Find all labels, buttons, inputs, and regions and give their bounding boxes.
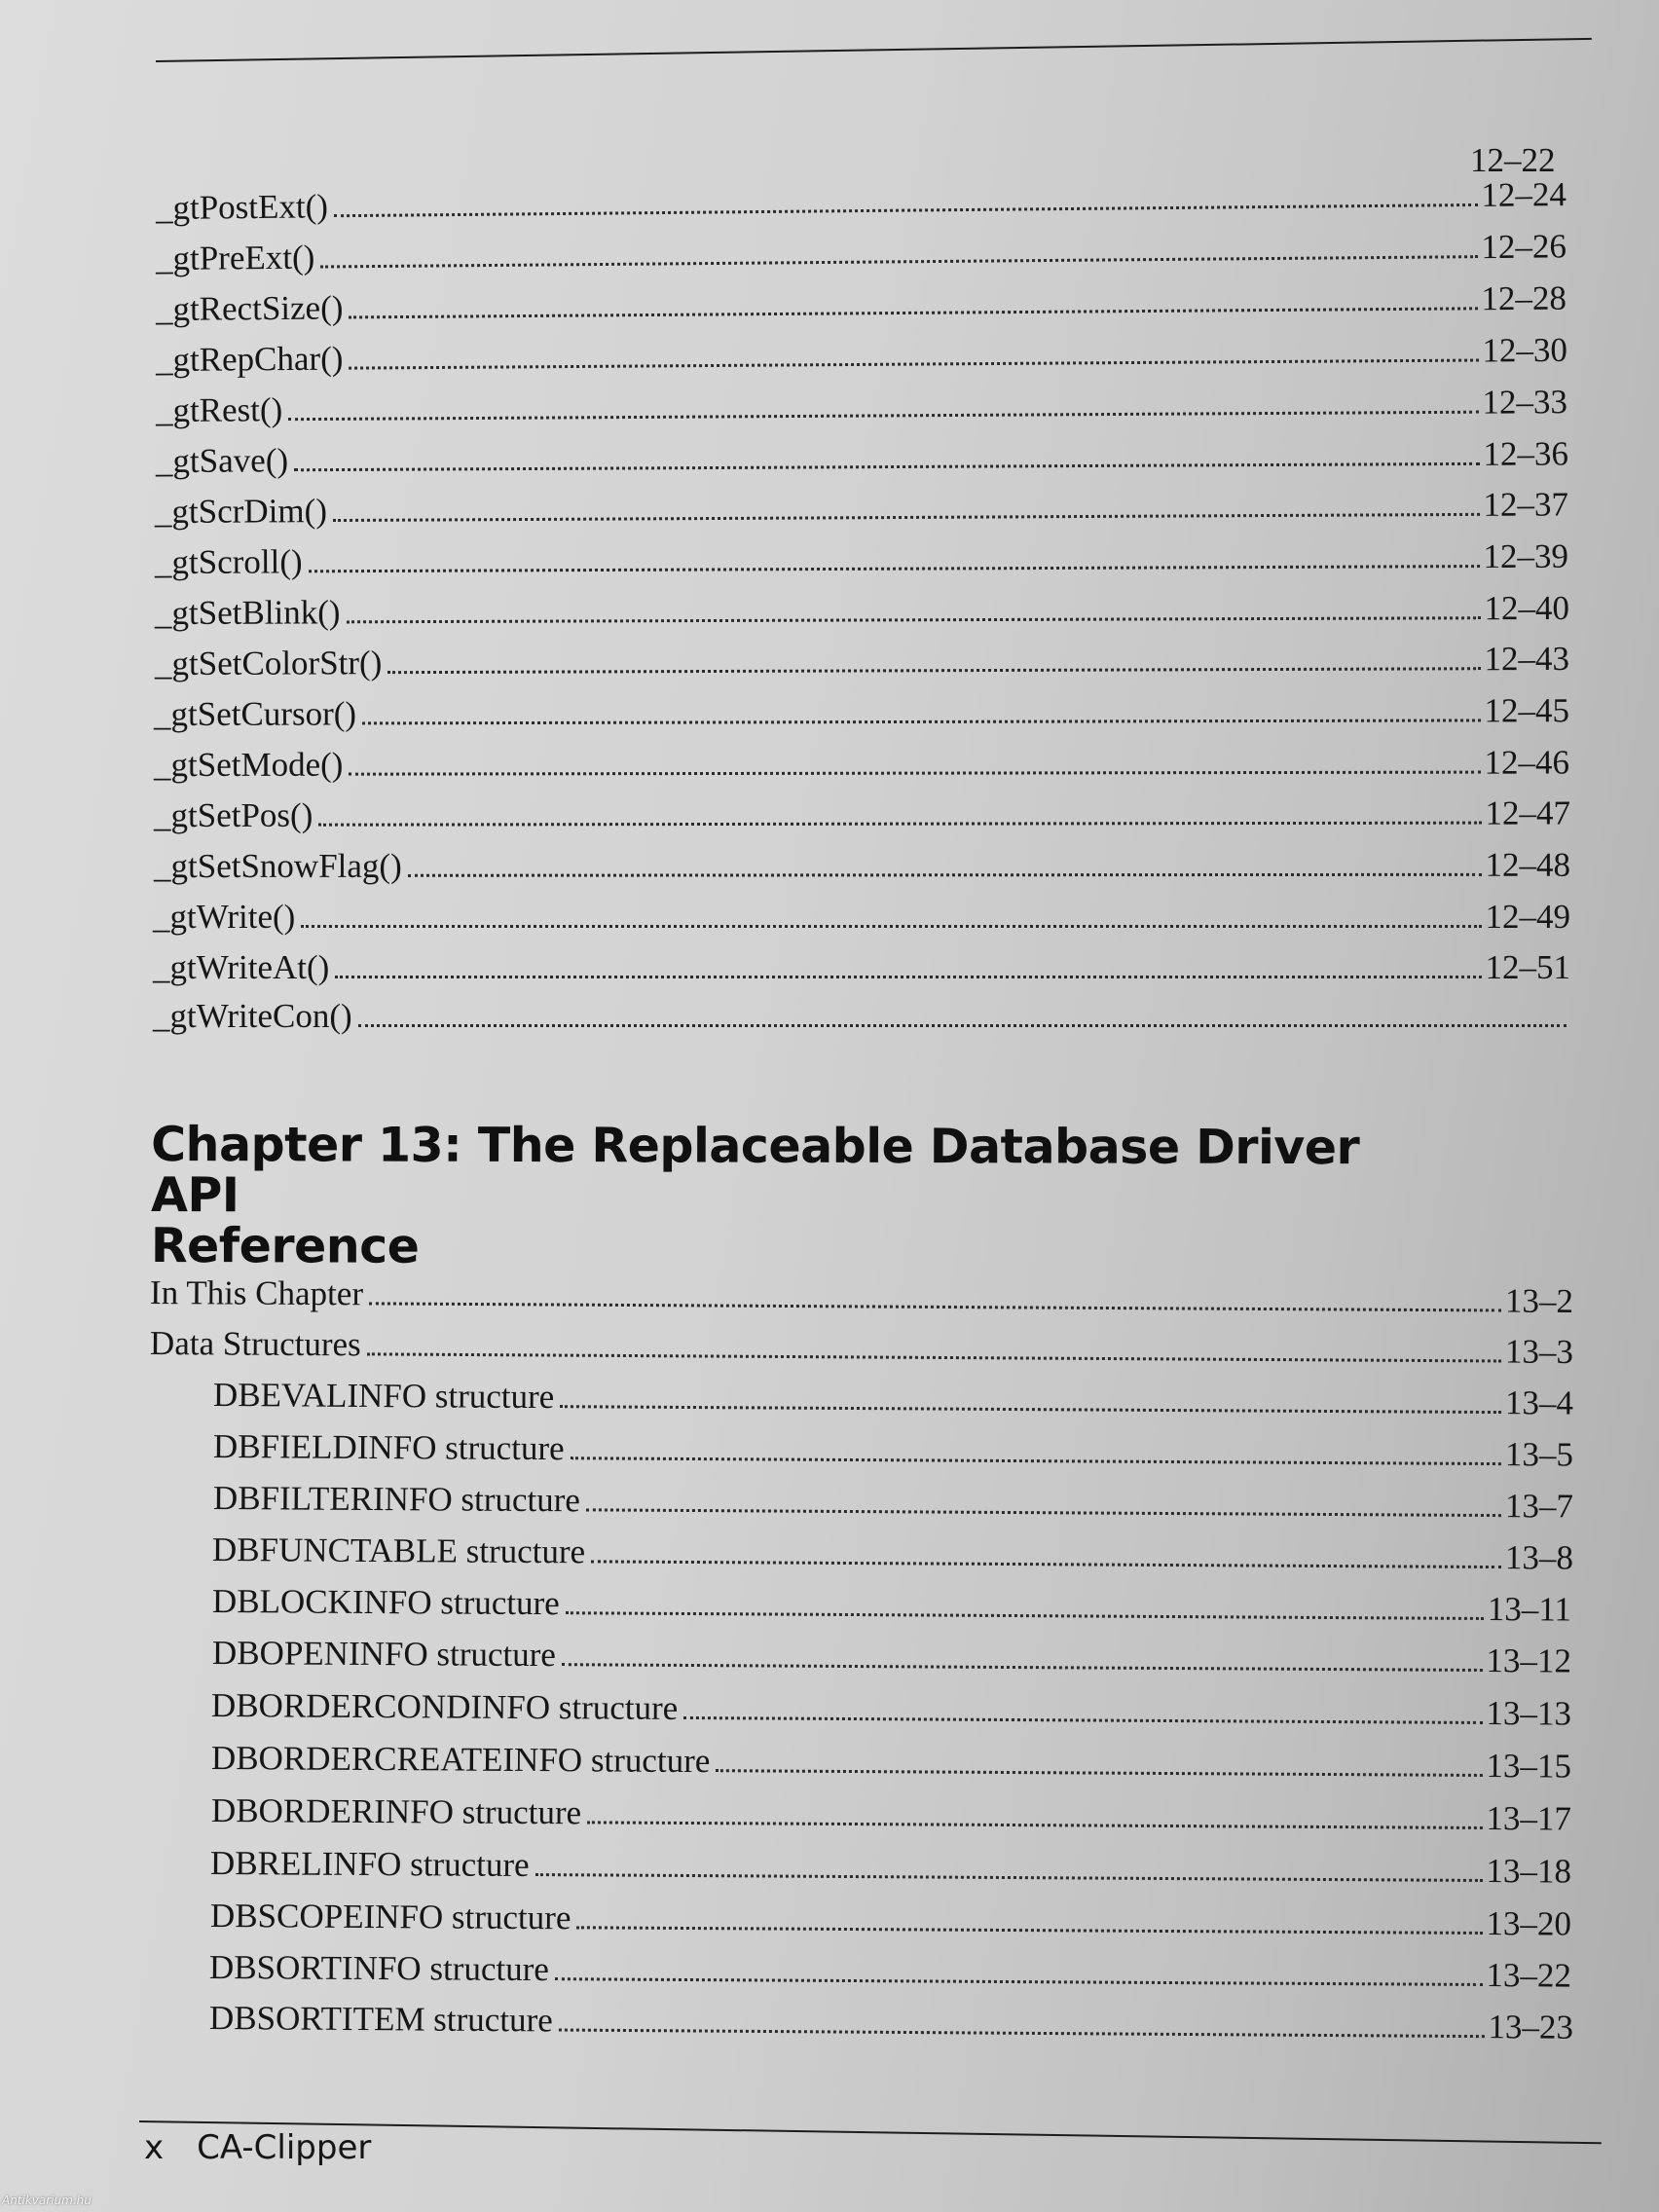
- toc-entry-page: 13–22: [1486, 1956, 1572, 1995]
- toc-entry: [155, 640, 1569, 683]
- toc-entry: [156, 434, 1568, 481]
- toc-entry-page: 12–39: [1483, 536, 1569, 576]
- dot-leader: [535, 1872, 1483, 1882]
- toc-entry-page: 12–24: [1481, 175, 1567, 214]
- toc-entry-label: Data Structures: [149, 1324, 361, 1364]
- toc-entry-label: DBRELINFO structure: [209, 1844, 530, 1885]
- dot-leader: [349, 770, 1480, 776]
- toc-entry-page: 12–30: [1482, 330, 1568, 370]
- toc-entry: [156, 175, 1567, 228]
- toc-entry-page: 13–11: [1487, 1590, 1572, 1629]
- toc-entry-label: DBOPENINFO structure: [211, 1634, 557, 1675]
- toc-entry-label: _gtScroll(): [154, 542, 303, 581]
- toc-entry-page: 13–4: [1504, 1383, 1574, 1422]
- toc-entry-label: DBSCOPEINFO structure: [209, 1897, 571, 1937]
- dot-leader: [334, 203, 1478, 217]
- toc-entry-page: 13–3: [1504, 1332, 1574, 1371]
- dot-leader: [349, 358, 1478, 370]
- toc-entry-label: DBORDERCREATEINFO structure: [210, 1739, 711, 1781]
- dot-leader: [318, 821, 1481, 827]
- toc-entry-label: DBORDERINFO structure: [210, 1791, 582, 1832]
- header-rule: [156, 38, 1592, 62]
- dot-leader: [335, 975, 1481, 978]
- book-title: CA-Clipper: [197, 2128, 372, 2167]
- toc-entry-page: 13–7: [1504, 1487, 1574, 1526]
- toc-entry: [1470, 141, 1556, 180]
- toc-entry: [156, 383, 1567, 430]
- toc-entry-label: _gtPreExt(): [155, 238, 315, 277]
- toc-entry: [156, 331, 1567, 380]
- dot-leader: [301, 924, 1481, 928]
- toc-entry: [212, 1582, 1571, 1630]
- toc-entry-label: _gtSetColorStr(): [154, 644, 383, 682]
- toc-entry-page: 13–12: [1486, 1641, 1572, 1680]
- toc-entry-page: 12–28: [1481, 278, 1567, 318]
- toc-entry: [155, 537, 1568, 582]
- toc-entry-label: _gtRectSize(): [155, 288, 344, 328]
- dot-leader: [333, 512, 1480, 522]
- toc-entry-label: DBFUNCTABLE structure: [211, 1530, 586, 1571]
- dot-leader: [294, 461, 1479, 471]
- toc-entry-page: 13–20: [1486, 1904, 1572, 1943]
- toc-entry-label: _gtScrDim(): [154, 492, 328, 531]
- toc-entry: [209, 1948, 1571, 1996]
- toc-entry-page: 12–47: [1485, 793, 1571, 832]
- toc-entry: [153, 948, 1570, 987]
- toc-entry-label: _gtSetMode(): [153, 745, 344, 784]
- toc-entry-page: 13–5: [1504, 1435, 1574, 1474]
- toc-entry: [153, 898, 1570, 937]
- toc-entry-page: 12–33: [1482, 383, 1568, 422]
- toc-entry: [155, 589, 1569, 633]
- dot-leader: [369, 1301, 1501, 1311]
- toc-entry-label: _gtSetSnowFlag(): [153, 846, 402, 885]
- toc-entry-page: 12–43: [1484, 639, 1570, 679]
- watermark: Antikvarium.hu: [2, 2194, 92, 2207]
- toc-entry: [210, 1897, 1571, 1944]
- dot-leader: [559, 2028, 1485, 2039]
- dot-leader: [555, 1976, 1483, 1986]
- toc-entry-page: 13–15: [1486, 1746, 1572, 1786]
- toc-entry-label: DBFILTERINFO structure: [212, 1479, 581, 1520]
- toc-entry-page: 12–51: [1485, 948, 1570, 986]
- toc-entry-page: 13–8: [1504, 1538, 1574, 1577]
- toc-entry-label: _gtSave(): [155, 441, 289, 480]
- toc-entry: [156, 279, 1567, 329]
- dot-leader: [562, 1662, 1483, 1672]
- dot-leader: [320, 254, 1477, 268]
- toc-entry: [153, 997, 1570, 1036]
- toc-entry-page: 12–40: [1484, 588, 1570, 628]
- toc-entry-label: DBFIELDINFO structure: [212, 1427, 565, 1468]
- toc-entry: [209, 1999, 1573, 2047]
- dot-leader: [571, 1456, 1501, 1465]
- toc-entry: [150, 1324, 1573, 1372]
- dot-leader: [587, 1820, 1482, 1829]
- toc-entry-page: 12–26: [1481, 227, 1567, 267]
- dot-leader: [560, 1404, 1501, 1414]
- toc-entry-page: 13–23: [1488, 2008, 1574, 2046]
- dot-leader: [683, 1715, 1482, 1724]
- toc-entry: [211, 1739, 1571, 1787]
- toc-entry-label: In This Chapter: [149, 1273, 364, 1313]
- dot-leader: [288, 410, 1478, 421]
- toc-entry-label: _gtWriteAt(): [153, 948, 330, 986]
- toc-entry: [213, 1427, 1573, 1475]
- chapter-heading-line: Chapter 13: The Replaceable Database Driver API: [150, 1117, 1360, 1224]
- toc-entry: [210, 1844, 1571, 1892]
- dot-leader: [576, 1925, 1482, 1935]
- toc-entry-page: 12–36: [1483, 434, 1569, 473]
- toc-entry: [155, 485, 1568, 532]
- toc-entry-label: DBSORTITEM structure: [208, 1999, 553, 2040]
- toc-entry-page: 12–46: [1484, 743, 1570, 782]
- page-number: x: [144, 2128, 165, 2167]
- toc-entry-page: 13–18: [1486, 1852, 1572, 1891]
- toc-entry-label: _gtRest(): [155, 390, 283, 429]
- toc-entry-label: DBLOCKINFO structure: [211, 1582, 560, 1623]
- toc-entry-label: _gtPostExt(): [155, 187, 329, 227]
- dot-leader: [349, 306, 1477, 318]
- toc-entry: [213, 1376, 1573, 1423]
- toc-entry-label: DBSORTINFO structure: [208, 1948, 549, 1989]
- toc-entry-page: 13–13: [1486, 1693, 1572, 1733]
- toc-entry: [154, 793, 1570, 835]
- toc-entry-label: _gtSetCursor(): [153, 694, 357, 733]
- toc-entry-page: 12–49: [1485, 898, 1570, 936]
- toc-entry-page: 12–48: [1485, 845, 1571, 884]
- toc-entry: [213, 1479, 1573, 1527]
- dot-leader: [358, 1023, 1567, 1027]
- dot-leader: [387, 666, 1480, 674]
- chapter-heading-line: Reference: [150, 1217, 420, 1274]
- page-footer: [144, 2128, 371, 2167]
- chapter-heading: [150, 1117, 1417, 1274]
- toc-entry-label: _gtWriteCon(): [153, 997, 352, 1035]
- toc-entry-page: 12–37: [1483, 485, 1569, 524]
- dot-leader: [716, 1768, 1482, 1777]
- toc-entry-page: 13–2: [1504, 1281, 1574, 1320]
- toc-entry-label: _gtRepChar(): [155, 339, 344, 379]
- dot-leader: [362, 718, 1480, 724]
- toc-entry-label: _gtSetPos(): [153, 795, 313, 834]
- dot-leader: [367, 1351, 1501, 1362]
- dot-leader: [566, 1610, 1484, 1620]
- toc-entry: [211, 1686, 1571, 1734]
- toc-entry-label: DBORDERCONDINFO structure: [210, 1686, 679, 1727]
- toc-entry: [150, 1273, 1573, 1321]
- dot-leader: [408, 872, 1482, 877]
- toc-entry-label: DBEVALINFO structure: [212, 1376, 555, 1417]
- dot-leader: [591, 1559, 1501, 1568]
- toc-entry-page: 12–22: [1470, 141, 1556, 179]
- dot-leader: [309, 564, 1480, 572]
- toc-entry: [154, 743, 1569, 785]
- toc-entry-label: _gtSetBlink(): [154, 593, 341, 632]
- toc-entry: [212, 1530, 1573, 1578]
- toc-entry-page: 12–45: [1484, 691, 1570, 730]
- dot-leader: [347, 615, 1481, 623]
- toc-entry: [211, 1791, 1571, 1839]
- toc-entry: [154, 691, 1569, 734]
- dot-leader: [586, 1507, 1501, 1517]
- toc-entry-label: _gtWrite(): [153, 898, 296, 936]
- toc-entry-page: 13–17: [1486, 1798, 1572, 1838]
- toc-entry: [156, 227, 1567, 278]
- toc-entry: [154, 846, 1570, 886]
- toc-entry: [212, 1634, 1571, 1681]
